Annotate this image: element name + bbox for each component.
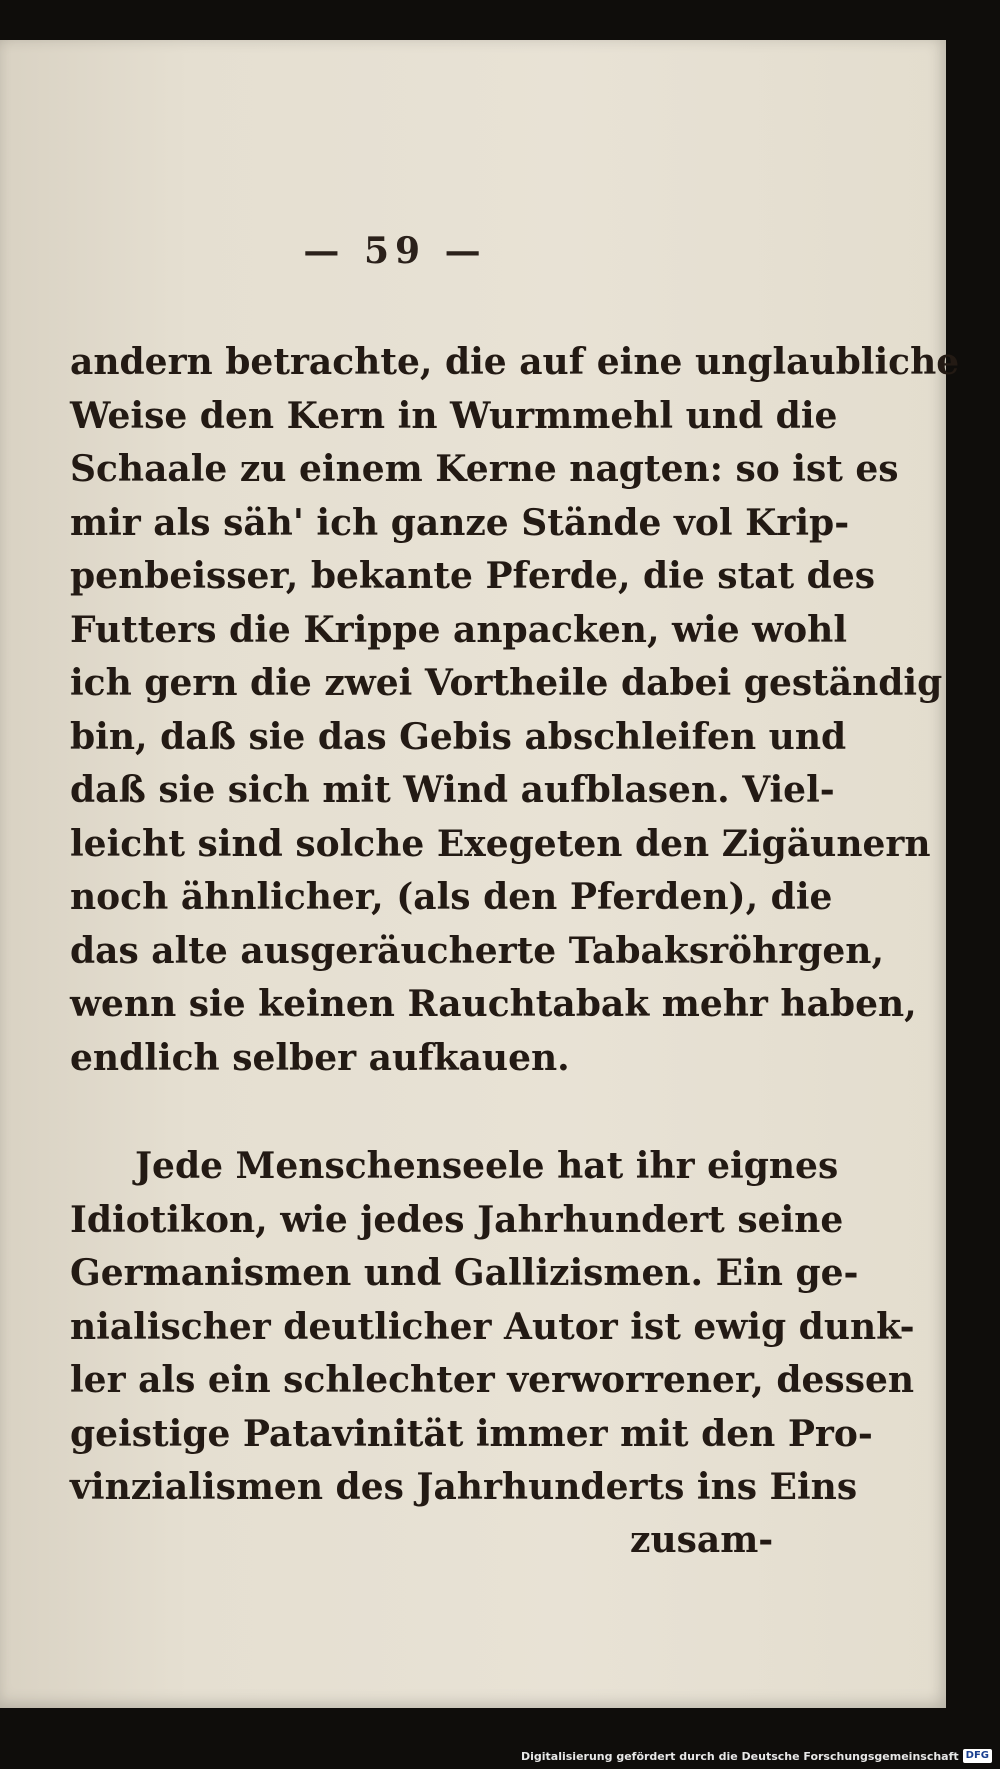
- text-line: Futters die Krippe anpacken, wie wohl: [70, 608, 847, 651]
- text-line: wenn sie keinen Rauchtabak mehr haben,: [70, 983, 917, 1025]
- text-line: leicht sind solche Exegeten den Zigäunern: [70, 822, 931, 865]
- digitization-credit: [521, 1749, 992, 1763]
- text-line: Germanismen und Gallizismen. Ein ge-: [70, 1252, 859, 1294]
- text-line: penbeisser, bekante Pferde, die stat des: [70, 555, 876, 597]
- text-line: daß sie sich mit Wind aufblasen. Viel-: [70, 769, 835, 811]
- paragraph-2: [70, 1140, 915, 1515]
- dfg-logo-icon: DFG: [963, 1749, 992, 1763]
- book-page: [0, 40, 960, 1708]
- text-line: noch ähnlicher, (als den Pferden), die: [70, 876, 833, 918]
- page-number: — 59 —: [303, 230, 487, 272]
- text-line: endlich selber aufkauen.: [70, 1036, 570, 1079]
- text-line: nialischer deutlicher Autor ist ewig dunk-: [70, 1305, 915, 1348]
- text-line: mir als säh' ich ganze Stände vol Krip-: [70, 501, 850, 544]
- text-line: ich gern die zwei Vortheile dabei geständig: [70, 662, 943, 704]
- text-line: ler als ein schlechter verworrener, dessen: [70, 1359, 915, 1401]
- text-line: das alte ausgeräucherte Tabaksröhrgen,: [70, 929, 884, 972]
- text-line: bin, daß sie das Gebis abschleifen und: [70, 715, 847, 758]
- paragraph-1: [70, 336, 960, 1085]
- text-line: Schaale zu einem Kerne nagten: so ist es: [70, 448, 899, 490]
- text-line: andern betrachte, die auf eine unglaubliche: [70, 341, 960, 383]
- catchword: zusam-: [630, 1519, 774, 1561]
- text-line: geistige Patavinität immer mit den Pro-: [70, 1412, 873, 1455]
- text-line: vinzialismen des Jahrhunderts ins Eins: [70, 1466, 858, 1508]
- text-line: Jede Menschenseele hat ihr eignes: [135, 1145, 839, 1187]
- text-line: Weise den Kern in Wurmmehl und die: [70, 394, 838, 437]
- credit-text: Digitalisierung gefördert durch die Deutsche Forschungsgemeinschaft: [520, 1749, 959, 1763]
- text-line: Idiotikon, wie jedes Jahrhundert seine: [70, 1198, 844, 1241]
